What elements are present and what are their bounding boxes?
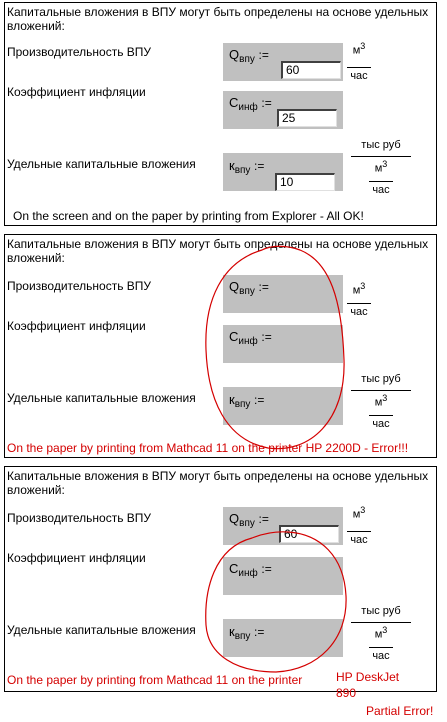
partial-error-note: Partial Error!: [366, 704, 434, 718]
panel-heading: Капитальные вложения в ВПУ могут быть определены на основе удельных вложений:: [7, 469, 429, 497]
unit-thousand-rub: тыс руб: [361, 373, 401, 385]
q-variable: $Q_{впу}$ :=: [229, 47, 269, 65]
c-input[interactable]: 25: [277, 109, 337, 127]
unit-m3: $м^3$: [352, 41, 366, 57]
unit-m3: $м^3$: [374, 393, 388, 409]
fraction-line: [351, 390, 411, 391]
k-variable: $к_{впу}$ :=: [229, 158, 265, 176]
q-input[interactable]: 60: [281, 61, 341, 79]
c-variable: $С_{инф}$ :=: [229, 561, 272, 579]
panel-error: [4, 234, 437, 458]
unit-m3: $м^3$: [352, 505, 366, 521]
panel-partial-error: [4, 466, 437, 692]
error-message: On the paper by printing from Mathcad 11 on the printer: [7, 673, 303, 687]
specific-label: Удельные капитальные вложения: [7, 391, 196, 405]
panel-heading: Капитальные вложения в ВПУ могут быть определены на основе удельных вложений:: [7, 5, 429, 33]
productivity-label: Производительность ВПУ: [7, 279, 152, 293]
inflation-label: Коэффициент инфляции: [7, 551, 146, 565]
fraction-line: [351, 622, 411, 623]
c-variable: $С_{инф}$ :=: [229, 95, 272, 113]
unit-hour: час: [372, 184, 390, 196]
q-input[interactable]: 60: [279, 525, 339, 543]
unit-hour: час: [372, 650, 390, 662]
specific-label: Удельные капитальные вложения: [7, 157, 196, 171]
q-variable: $Q_{впу}$ :=: [229, 279, 269, 297]
error-message: On the paper by printing from Mathcad 11 on the printer HP 2200D - Error!!!: [7, 441, 409, 455]
fraction-line: [347, 67, 371, 68]
unit-hour: час: [372, 418, 390, 430]
fraction-line: [351, 156, 411, 157]
c-variable: $С_{инф}$ :=: [229, 329, 272, 347]
q-variable: $Q_{впу}$ :=: [229, 511, 269, 529]
unit-thousand-rub: тыс руб: [361, 605, 401, 617]
panel-heading: Капитальные вложения в ВПУ могут быть определены на основе удельных вложений:: [7, 237, 429, 265]
k-input[interactable]: 10: [275, 173, 335, 191]
fraction-line: [369, 415, 393, 416]
inflation-label: Коэффициент инфляции: [7, 319, 146, 333]
fraction-line: [347, 303, 371, 304]
productivity-label: Производительность ВПУ: [7, 511, 152, 525]
k-variable: $к_{впу}$ :=: [229, 392, 265, 410]
k-variable: $к_{впу}$ :=: [229, 624, 265, 642]
result-note: On the screen and on the paper by printing from Explorer - All OK!: [13, 209, 364, 223]
unit-hour: час: [350, 306, 368, 318]
unit-m3: $м^3$: [374, 159, 388, 175]
printer-name: HP DeskJet: [336, 670, 400, 684]
unit-hour: час: [350, 534, 368, 546]
unit-m3: $м^3$: [352, 281, 366, 297]
unit-thousand-rub: тыс руб: [361, 139, 401, 151]
productivity-label: Производительность ВПУ: [7, 45, 152, 59]
specific-label: Удельные капитальные вложения: [7, 623, 196, 637]
unit-hour: час: [350, 70, 368, 82]
fraction-line: [369, 181, 393, 182]
fraction-line: [347, 531, 371, 532]
panel-all-ok: [4, 2, 437, 226]
printer-model: 890: [336, 686, 357, 700]
unit-m3: $м^3$: [374, 625, 388, 641]
inflation-label: Коэффициент инфляции: [7, 85, 146, 99]
fraction-line: [369, 647, 393, 648]
